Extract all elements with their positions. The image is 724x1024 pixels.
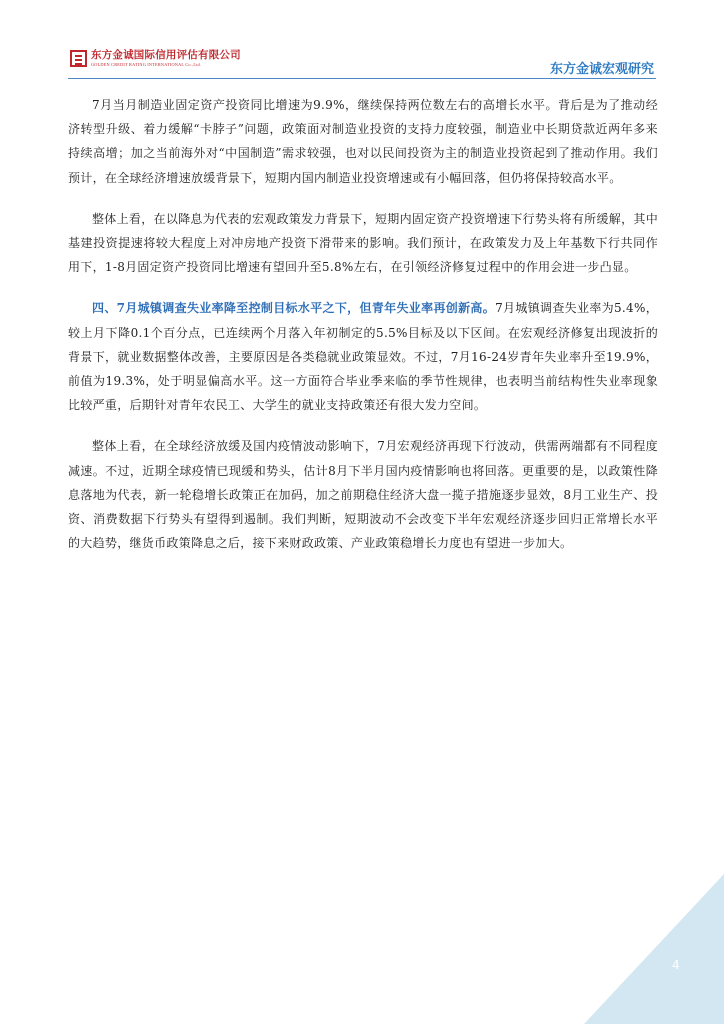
paragraph [68, 296, 658, 417]
corner-decoration [584, 874, 724, 1024]
page-header [0, 0, 724, 80]
paragraph [68, 207, 658, 280]
paragraph [68, 434, 658, 555]
logo-company-name: 东方金诚国际信用评估有限公司 [91, 49, 241, 62]
logo-mark-icon [70, 50, 87, 67]
paragraph-text: 7月当月制造业固定资产投资同比增速为9.9%，继续保持两位数左右的高增长水平。背后是为了推动经济转型升级、着力缓解“卡脖子”问题，政策面对制造业投资的支持力度较强，制造业中长期贷款近两年多来持续高增；加之当前海外对“中国制造”需求较强，也对以民间投资为主的制造业投资起到了推动作用。我们预计，在全球经济增速放缓背景下，短期内国内制造业投资增速或有小幅回落，但仍将保持较高水平。 [68, 98, 658, 185]
company-logo [70, 50, 241, 67]
corner-triangle [584, 874, 724, 1024]
paragraph-text: 整体上看，在以降息为代表的宏观政策发力背景下，短期内固定资产投资增速下行势头将有所缓解，其中基建投资提速将较大程度上对冲房地产投资下滑带来的影响。我们预计，在政策发力及上年基数下行共同作用下，1-8月固定资产投资同比增速有望回升至5.8%左右，在引领经济修复过程中的作用会进一步凸显。 [68, 211, 658, 275]
logo-text [91, 50, 241, 67]
brand-title: 东方金诚宏观研究 [549, 62, 654, 77]
section-heading: 四、7月城镇调查失业率降至控制目标水平之下，但青年失业率再创新高。 [92, 301, 496, 316]
logo-company-name-en: GOLDEN CREDIT RATING INTERNATIONAL Co.,Ltd. [91, 61, 202, 67]
document-body [68, 93, 658, 572]
page-number: 4 [672, 958, 680, 972]
paragraph-text: 整体上看，在全球经济放缓及国内疫情波动影响下，7月宏观经济再现下行波动，供需两端都有不同程度减速。不过，近期全球疫情已现缓和势头，估计8月下半月国内疫情影响也将回落。更重要的是，以政策性降息落地为代表，新一轮稳增长政策正在加码，加之前期稳住经济大盘一揽子措施逐步显效，8月工业生产、投资、消费数据下行势头有望得到遏制。我们判断，短期波动不会改变下半年宏观经济逐步回归正常增长水平的大趋势，继货币政策降息之后，接下来财政政策、产业政策稳增长力度也有望进一步加大。 [68, 439, 658, 551]
paragraph [68, 93, 658, 190]
header-divider [68, 78, 656, 79]
paragraph-text: 7月城镇调查失业率为5.4%，较上月下降0.1个百分点，已连续两个月落入年初制定的5.5%目标及以下区间。在宏观经济修复出现波折的背景下，就业数据整体改善，主要原因是各类稳就业政策显效。不过，7月16-24岁青年失业率升至19.9%，前值为19.3%，处于明显偏高水平。这一方面符合毕业季来临的季节性规律，也表明当前结构性失业率现象比较严重，后期针对青年农民工、大学生的就业支持政策还有很大发力空间。 [68, 301, 658, 413]
